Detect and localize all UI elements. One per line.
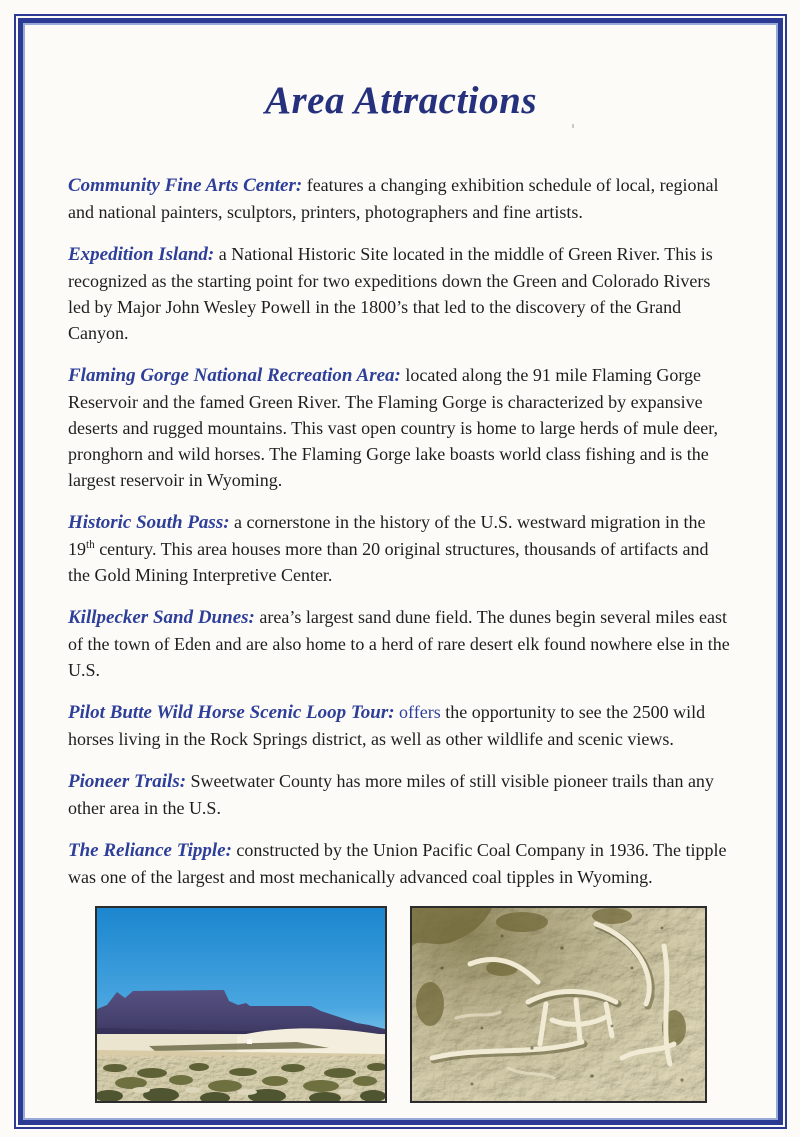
attraction-text: located along the 91 mile Flaming Gorge Reservoir and the famed Green River. The Flaming Gorge is characterized by expansive deserts and rugged mountains. This vast open country is home to large herds of mule deer, pronghorn and wild horses. The Flaming Gorge lake boasts world class fishing and is the largest reservoir in Wyoming. xyxy=(68,364,718,490)
attraction-heading: Pilot Butte Wild Horse Scenic Loop Tour: xyxy=(68,701,395,723)
attractions-list xyxy=(68,172,734,890)
attraction-entry xyxy=(68,768,734,821)
attraction-entry xyxy=(68,604,734,683)
attraction-entry xyxy=(68,509,734,588)
attraction-heading: Flaming Gorge National Recreation Area: xyxy=(68,364,401,386)
attraction-heading: Community Fine Arts Center: xyxy=(68,174,303,196)
attraction-entry xyxy=(68,241,734,346)
page-content xyxy=(27,27,774,1116)
petroglyph-illustration xyxy=(412,908,705,1101)
page-title: Area Attractions xyxy=(264,79,537,122)
attraction-heading: Expedition Island: xyxy=(68,243,215,265)
attraction-text: Sweetwater County has more miles of still visible pioneer trails than any other area in the U.S. xyxy=(68,770,714,818)
attraction-text: a cornerstone in the history of the U.S. westward migration in the 19 xyxy=(68,511,706,559)
attraction-text: features a changing exhibition schedule of local, regional and national painters, sculptors, printers, photographers and fine artists. xyxy=(68,174,719,222)
petroglyphs-photo xyxy=(410,906,707,1103)
attraction-entry xyxy=(68,172,734,225)
attraction-text: century. This area houses more than 20 original structures, thousands of artifacts and the Gold Mining Interpretive Center. xyxy=(68,538,709,585)
attraction-text: constructed by the Union Pacific Coal Company in 1936. The tipple was one of the largest and most mechanically advanced coal tipples in Wyoming. xyxy=(68,839,727,887)
attraction-entry xyxy=(68,837,734,890)
desert-butte-illustration xyxy=(97,908,385,1101)
attraction-text: th xyxy=(86,538,95,551)
attraction-text: the opportunity to see the 2500 wild horses living in the Rock Springs district, as well as other wildlife and scenic views. xyxy=(68,701,706,749)
scrub-foreground xyxy=(97,1058,385,1101)
rock-face xyxy=(412,908,705,1101)
attraction-text: offers xyxy=(399,701,441,722)
attraction-text: a National Historic Site located in the middle of Green River. This is recognized as the starting point for two expeditions down the Green and Colorado Rivers led by Major John Wesley Powell in the 1800’s that led to the discovery of the Grand Canyon. xyxy=(68,243,713,343)
photo-row xyxy=(95,906,734,1103)
attraction-entry xyxy=(68,699,734,752)
attraction-heading: The Reliance Tipple: xyxy=(68,839,232,861)
attraction-heading: Historic South Pass: xyxy=(68,511,230,533)
desert-butte-photo xyxy=(95,906,387,1103)
attraction-heading: Pioneer Trails: xyxy=(68,770,187,792)
attraction-heading: Killpecker Sand Dunes: xyxy=(68,606,255,628)
attraction-entry xyxy=(68,362,734,493)
attraction-text: area’s largest sand dune field. The dunes begin several miles east of the town of Eden and are also home to a herd of rare desert elk found nowhere else in the U.S. xyxy=(68,606,730,680)
